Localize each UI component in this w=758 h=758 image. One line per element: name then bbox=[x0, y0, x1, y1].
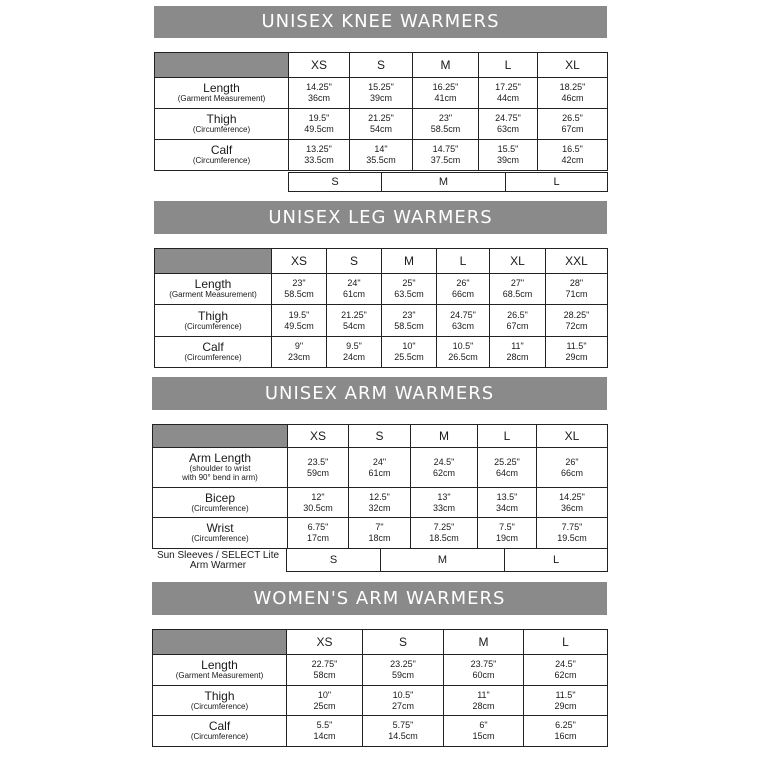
table-row bbox=[155, 140, 608, 171]
size-header: XXL bbox=[546, 249, 608, 274]
size-header: S bbox=[327, 249, 382, 274]
value-cell: 11.5" 29cm bbox=[546, 337, 608, 368]
size-header: M bbox=[411, 425, 478, 448]
value-cell: 13" 33cm bbox=[411, 488, 478, 518]
sun-sleeves-size-row bbox=[286, 548, 608, 572]
value-cell: 24" 61cm bbox=[349, 448, 411, 488]
size-header: XS bbox=[287, 630, 363, 655]
value-cell: 23" 58.5cm bbox=[413, 109, 479, 140]
value-cell: 11.5" 29cm bbox=[524, 686, 608, 716]
value-cell: 26.5" 67cm bbox=[490, 305, 546, 337]
row-label: Length (Garment Measurement) bbox=[153, 655, 287, 686]
value-cell: 22.75" 58cm bbox=[287, 655, 363, 686]
arm-title-banner bbox=[152, 377, 607, 410]
table-row bbox=[155, 305, 608, 337]
size-header: L bbox=[437, 249, 490, 274]
table-row bbox=[155, 78, 608, 109]
value-cell: 25.25" 64cm bbox=[478, 448, 537, 488]
value-cell: 7.5" 19cm bbox=[478, 518, 537, 549]
womens-size-table bbox=[152, 629, 608, 747]
value-cell: 15.25" 39cm bbox=[350, 78, 413, 109]
womens-title-banner bbox=[152, 582, 607, 615]
row-label: Thigh (Circumference) bbox=[155, 305, 272, 337]
table-row bbox=[155, 337, 608, 368]
value-cell: 28" 71cm bbox=[546, 274, 608, 305]
size-header: M bbox=[382, 249, 437, 274]
value-cell: 7.75" 19.5cm bbox=[537, 518, 608, 549]
alt-size-cell: L bbox=[505, 549, 608, 572]
row-label: Length (Garment Measurement) bbox=[155, 78, 289, 109]
row-label: Calf (Circumference) bbox=[153, 716, 287, 747]
header-row bbox=[153, 630, 608, 655]
value-cell: 14.75" 37.5cm bbox=[413, 140, 479, 171]
header-row bbox=[153, 425, 608, 448]
value-cell: 24.5" 62cm bbox=[524, 655, 608, 686]
value-cell: 16.5" 42cm bbox=[538, 140, 608, 171]
arm-title: UNISEX ARM WARMERS bbox=[264, 383, 495, 404]
value-cell: 24.75" 63cm bbox=[437, 305, 490, 337]
leg-size-table bbox=[154, 248, 608, 368]
value-cell: 23.25" 59cm bbox=[363, 655, 444, 686]
value-cell: 11" 28cm bbox=[490, 337, 546, 368]
value-cell: 28.25" 72cm bbox=[546, 305, 608, 337]
size-header: L bbox=[478, 425, 537, 448]
value-cell: 21.25" 54cm bbox=[327, 305, 382, 337]
value-cell: 6.75" 17cm bbox=[288, 518, 349, 549]
value-cell: 21.25" 54cm bbox=[350, 109, 413, 140]
table-row bbox=[155, 274, 608, 305]
value-cell: 12.5" 32cm bbox=[349, 488, 411, 518]
value-cell: 26" 66cm bbox=[537, 448, 608, 488]
size-header: M bbox=[413, 53, 479, 78]
value-cell: 19.5" 49.5cm bbox=[272, 305, 327, 337]
sun-sleeves-label: Sun Sleeves / SELECT Lite Arm Warmer bbox=[156, 550, 280, 571]
header-corner bbox=[155, 249, 272, 274]
value-cell: 26.5" 67cm bbox=[538, 109, 608, 140]
value-cell: 9" 23cm bbox=[272, 337, 327, 368]
knee-size-table bbox=[154, 52, 608, 171]
leg-title: UNISEX LEG WARMERS bbox=[268, 207, 493, 228]
value-cell: 12" 30.5cm bbox=[288, 488, 349, 518]
header-row bbox=[155, 249, 608, 274]
value-cell: 18.25" 46cm bbox=[538, 78, 608, 109]
value-cell: 23.75" 60cm bbox=[444, 655, 524, 686]
size-header: M bbox=[444, 630, 524, 655]
table-row bbox=[153, 488, 608, 518]
value-cell: 10" 25cm bbox=[287, 686, 363, 716]
value-cell: 16.25" 41cm bbox=[413, 78, 479, 109]
alt-size-cell: L bbox=[506, 173, 608, 192]
table-row bbox=[153, 448, 608, 488]
value-cell: 27" 68.5cm bbox=[490, 274, 546, 305]
alt-size-cell: M bbox=[381, 549, 505, 572]
knee-title: UNISEX KNEE WARMERS bbox=[261, 11, 500, 32]
value-cell: 10.5" 27cm bbox=[363, 686, 444, 716]
value-cell: 6.25" 16cm bbox=[524, 716, 608, 747]
size-header: XL bbox=[538, 53, 608, 78]
value-cell: 9.5" 24cm bbox=[327, 337, 382, 368]
row-label: Wrist (Circumference) bbox=[153, 518, 288, 549]
arm-size-table bbox=[152, 424, 608, 549]
table-row bbox=[153, 686, 608, 716]
alt-size-cell: S bbox=[289, 173, 382, 192]
value-cell: 6" 15cm bbox=[444, 716, 524, 747]
header-corner bbox=[155, 53, 289, 78]
header-row bbox=[155, 53, 608, 78]
value-cell: 15.5" 39cm bbox=[479, 140, 538, 171]
row-label: Thigh (Circumference) bbox=[153, 686, 287, 716]
womens-title: WOMEN'S ARM WARMERS bbox=[253, 588, 506, 609]
row-label: Calf (Circumference) bbox=[155, 337, 272, 368]
table-row bbox=[153, 518, 608, 549]
value-cell: 11" 28cm bbox=[444, 686, 524, 716]
value-cell: 24.75" 63cm bbox=[479, 109, 538, 140]
table-row bbox=[153, 716, 608, 747]
size-header: S bbox=[349, 425, 411, 448]
table-row bbox=[155, 109, 608, 140]
header-corner bbox=[153, 630, 287, 655]
row-label: Arm Length (shoulder to wrist with 90° bend in arm) bbox=[153, 448, 288, 488]
value-cell: 5.75" 14.5cm bbox=[363, 716, 444, 747]
value-cell: 24" 61cm bbox=[327, 274, 382, 305]
value-cell: 13.25" 33.5cm bbox=[289, 140, 350, 171]
value-cell: 14" 35.5cm bbox=[350, 140, 413, 171]
header-corner bbox=[153, 425, 288, 448]
value-cell: 14.25" 36cm bbox=[537, 488, 608, 518]
row-label: Length (Garment Measurement) bbox=[155, 274, 272, 305]
value-cell: 23" 58.5cm bbox=[272, 274, 327, 305]
size-header: S bbox=[350, 53, 413, 78]
value-cell: 19.5" 49.5cm bbox=[289, 109, 350, 140]
size-header: S bbox=[363, 630, 444, 655]
size-header: XL bbox=[537, 425, 608, 448]
value-cell: 10.5" 26.5cm bbox=[437, 337, 490, 368]
value-cell: 5.5" 14cm bbox=[287, 716, 363, 747]
row-label: Bicep (Circumference) bbox=[153, 488, 288, 518]
value-cell: 24.5" 62cm bbox=[411, 448, 478, 488]
value-cell: 14.25" 36cm bbox=[289, 78, 350, 109]
value-cell: 7" 18cm bbox=[349, 518, 411, 549]
value-cell: 7.25" 18.5cm bbox=[411, 518, 478, 549]
size-header: L bbox=[524, 630, 608, 655]
knee-alt-size-row bbox=[288, 172, 608, 192]
value-cell: 13.5" 34cm bbox=[478, 488, 537, 518]
leg-title-banner bbox=[154, 201, 607, 234]
value-cell: 23.5" 59cm bbox=[288, 448, 349, 488]
value-cell: 23" 58.5cm bbox=[382, 305, 437, 337]
row-label: Calf (Circumference) bbox=[155, 140, 289, 171]
alt-size-cell: M bbox=[382, 173, 506, 192]
size-header: XS bbox=[288, 425, 349, 448]
value-cell: 26" 66cm bbox=[437, 274, 490, 305]
knee-title-banner bbox=[154, 6, 607, 38]
size-header: XS bbox=[272, 249, 327, 274]
value-cell: 17.25" 44cm bbox=[479, 78, 538, 109]
size-header: XS bbox=[289, 53, 350, 78]
table-row bbox=[153, 655, 608, 686]
value-cell: 25" 63.5cm bbox=[382, 274, 437, 305]
value-cell: 10" 25.5cm bbox=[382, 337, 437, 368]
size-header: XL bbox=[490, 249, 546, 274]
alt-size-cell: S bbox=[287, 549, 381, 572]
row-label: Thigh (Circumference) bbox=[155, 109, 289, 140]
size-header: L bbox=[479, 53, 538, 78]
